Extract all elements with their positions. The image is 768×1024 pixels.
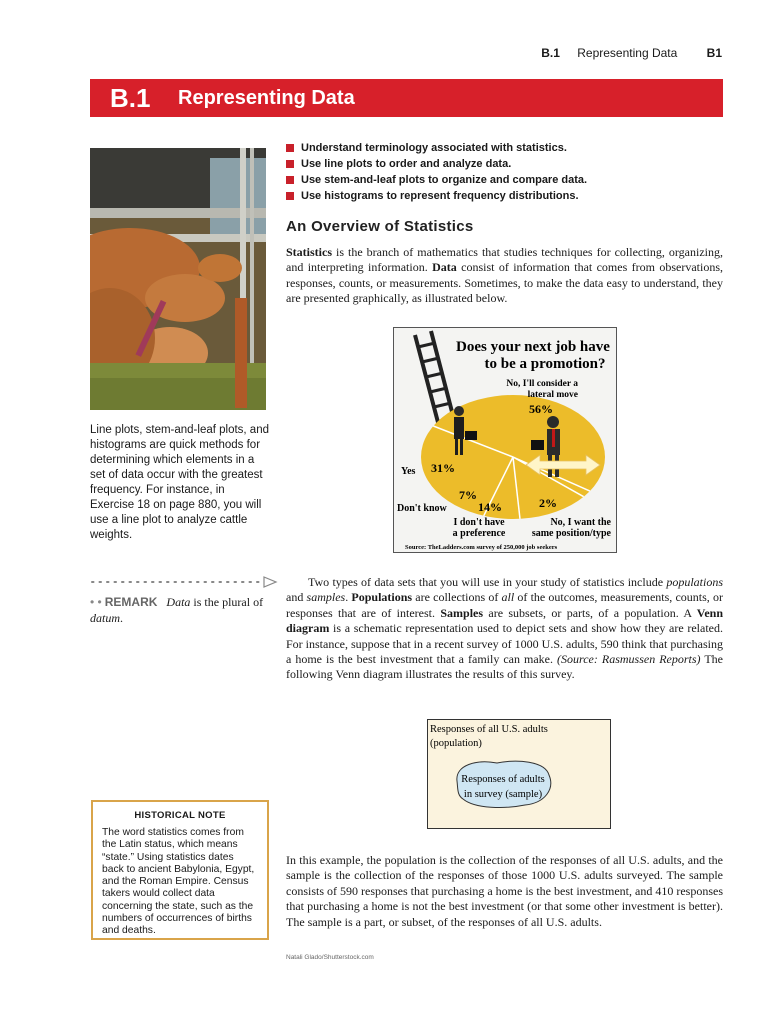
paragraph-text: is a schematic representation used to depict sets and show how they are related. For instance, suppose that in a recent survey of 1000 U.S. adults, 590 think that purchasing a home is the best investment that a family can make.: [286, 621, 723, 667]
paragraph-text: and: [286, 590, 307, 605]
slice-percent-no-preference: 14%: [478, 500, 502, 514]
historical-note-box: [91, 800, 269, 940]
paragraph-text: .: [345, 590, 352, 605]
venn-outer-label-1: Responses of all U.S. adults: [430, 724, 548, 735]
section-number: B.1: [110, 83, 151, 113]
objective-item: Use line plots to order and analyze data.: [286, 156, 726, 172]
paragraph-text: are collections of: [412, 590, 502, 605]
remark-end: .: [120, 611, 123, 625]
page-number: B1: [706, 46, 722, 60]
remark-text: is the plural of: [190, 595, 264, 609]
slice-percent-same-position: 2%: [539, 496, 557, 510]
remark-divider: [90, 575, 280, 587]
running-header-title: Representing Data: [577, 46, 678, 60]
objective-item: Use stem-and-leaf plots to organize and compare data.: [286, 172, 726, 188]
historical-note-title: HISTORICAL NOTE: [134, 810, 226, 821]
job-promotion-infographic: [393, 327, 617, 553]
running-header: [527, 46, 722, 60]
venn-diagram: [427, 719, 611, 829]
slice-percent-lateral: 56%: [529, 402, 553, 416]
remark-dots-icon: • •: [90, 595, 102, 609]
venn-inner-label-2: in survey (sample): [463, 789, 543, 800]
infographic-title-line2: to be a promotion?: [484, 356, 606, 372]
term-venn-diagram: Venn diagram: [286, 605, 723, 636]
paragraph-text: is the branch of mathematics that studies techniques for collecting, organizing, and interpreting information.: [286, 245, 723, 275]
paragraph-text: of the outcomes, measurements, counts, or responses that are of interest.: [286, 590, 723, 620]
remark-arrow-icon: [264, 577, 276, 587]
slice-label-same-position-2: same position/type: [531, 528, 611, 539]
venn-inner-label-1: Responses of adults: [461, 774, 545, 785]
paragraph-text: consist of information that comes from observations, responses, counts, or measurements. Sometimes, to make the data easy to understand, they are presented graphically, as illustrated below.: [286, 260, 723, 306]
paragraph-example-explanation: In this example, the population is the collection of the responses of all U.S. adults, and the sample is the collection of the responses of those 1000 U.S. adults surveyed. The sample consists of 590 responses that purchasing a home is the best investment, and 410 responses that purchasing a home is not the best investment (or that some other investment is better). The sample is a part, or subset, of the responses of all U.S. adults.: [286, 853, 723, 929]
slice-percent-yes: 31%: [431, 461, 455, 475]
term-populations-italic: populations: [666, 575, 723, 589]
infographic-title-line1: Does your next job have: [456, 339, 610, 355]
remark-word: Data: [166, 595, 191, 609]
term-data: Data: [432, 260, 457, 275]
photo-caption: Line plots, stem-and-leaf plots, and histograms are quick methods for determining which elements in a set of data occur with the greatest frequency. For instance, in Exercise 18 on page 880, you will use a line plot to analyze cattle weights.: [90, 424, 269, 541]
objective-item: Understand terminology associated with statistics.: [286, 140, 726, 156]
paragraph-text: are subsets, or parts, of a population. A: [483, 605, 697, 620]
paragraph-text: Two types of data sets that you will use in your study of statistics include: [308, 575, 667, 589]
remark-label: REMARK: [104, 595, 158, 609]
historical-note-text: The word statistics comes from the Latin status, which means “state.” Using statistics dates back to ancient Babylonia, Egypt, and the Roman Empire. Census takers would collect data concerning the state, such as the numbers of occurrences of births and deaths.: [102, 827, 255, 937]
objectives-list: [286, 140, 726, 204]
paragraph-statistics-definition: [286, 245, 723, 307]
slice-label-no-preference-1: I don't have: [453, 517, 505, 528]
section-heading: An Overview of Statistics: [286, 218, 474, 235]
emphasis-all: all: [501, 590, 515, 605]
section-title-bar: [90, 79, 723, 117]
cattle-photo: [90, 148, 266, 410]
slice-label-lateral-1: No, I'll consider a: [506, 379, 578, 389]
remark-box: [90, 594, 275, 626]
slice-label-lateral-2: lateral move: [527, 390, 578, 400]
slice-label-same-position-1: No, I want the: [550, 517, 611, 528]
venn-outer-label-2: (population): [430, 738, 482, 749]
paragraph-text: The following Venn diagram illustrates the results of this survey.: [286, 652, 723, 682]
source-citation: (Source: Rasmussen Reports): [557, 652, 701, 667]
paragraph-populations-samples: [286, 575, 723, 683]
term-statistics: Statistics: [286, 245, 332, 259]
remark-word2: datum: [90, 611, 120, 625]
term-samples-italic: samples: [306, 590, 346, 605]
term-populations: Populations: [351, 590, 413, 605]
slice-label-no-preference-2: a preference: [452, 528, 506, 539]
slice-label-yes: Yes: [401, 466, 416, 477]
infographic-source: Source: TheLadders.com survey of 250,000 job seekers: [405, 544, 558, 551]
running-header-section: B.1: [541, 46, 560, 60]
term-samples: Samples: [440, 605, 484, 620]
slice-label-dont-know: Don't know: [397, 503, 447, 514]
objective-item: Use histograms to represent frequency distributions.: [286, 188, 726, 204]
photo-credit: Natali Glado/Shutterstock.com: [286, 954, 374, 961]
section-title: Representing Data: [178, 87, 355, 109]
slice-percent-dont-know: 7%: [459, 488, 477, 502]
